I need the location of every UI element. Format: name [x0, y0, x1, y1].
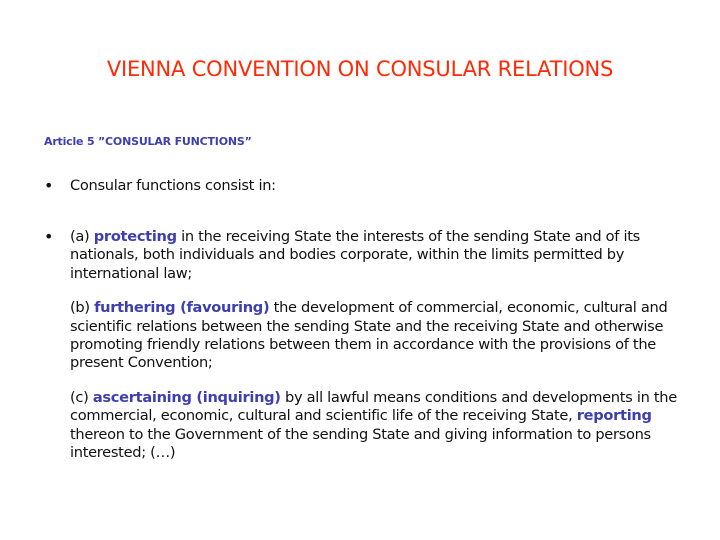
intro-text: Consular functions consist in:: [70, 177, 276, 194]
functions-list: [70, 228, 680, 478]
article-heading: Article 5 ”CONSULAR FUNCTIONS”: [44, 135, 252, 148]
para-b-text: the development of commercial, economic, cultural and scientific relations between the sending State and the receiving State and otherwise promoting friendly relations between them in accordance with the provisions of the present Convention;: [70, 299, 668, 372]
para-c-text-2: thereon to the Government of the sending State and giving information to persons interested; (…): [70, 425, 651, 462]
para-a-text: in the receiving State the interests of the sending State and of its nationals, both individuals and bodies corporate, within the limits permitted by international law;: [70, 228, 640, 282]
para-c-keyword-2: reporting: [576, 407, 652, 425]
para-b-label: (b): [70, 299, 95, 317]
bullet-functions: [44, 228, 680, 478]
para-a-label: (a): [70, 228, 94, 245]
para-c-label: (c): [70, 388, 93, 406]
paragraph-b: [70, 299, 680, 373]
paragraph-c: [70, 389, 680, 463]
para-c-text-1: by all lawful means conditions and developments in the commercial, economic, cultural and scientific life of the receiving State,: [70, 388, 677, 425]
paragraph-a: [70, 228, 680, 283]
bullet-icon: •: [44, 176, 54, 195]
page-title: VIENNA CONVENTION ON CONSULAR RELATIONS: [106, 57, 614, 81]
bullet-intro: [44, 177, 680, 195]
para-a-keyword: protecting: [93, 228, 177, 245]
para-c-keyword: ascertaining (inquiring): [92, 388, 281, 406]
bullet-icon: •: [44, 227, 54, 246]
para-b-keyword: furthering (favouring): [94, 299, 270, 317]
